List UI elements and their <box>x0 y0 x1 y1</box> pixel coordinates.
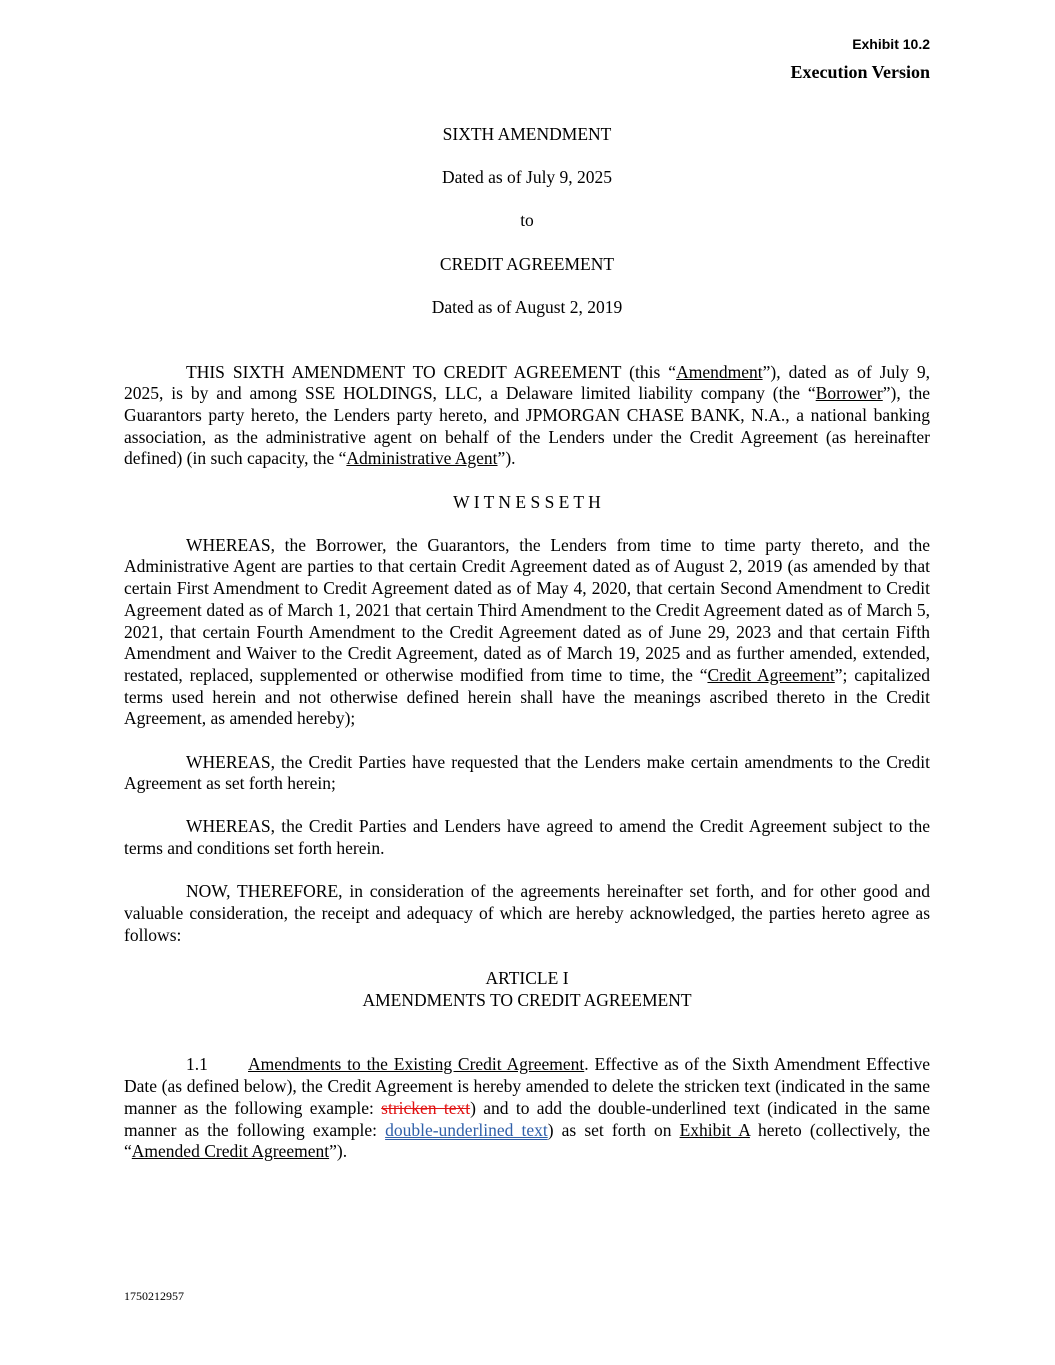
intro-text-3: ”), the Guarantors party hereto, the Lenders party hereto, and JPMORGAN CHASE BANK, N.A., a national banking association, as the administrative agent on behalf of the Lenders under the Credit Agreement (as hereinafter defined) (in such capacity, the “ <box>124 383 931 469</box>
section-number: 1.1 <box>186 1054 208 1075</box>
defined-term-administrative-agent: Administrative Agent <box>346 448 498 469</box>
double-underlined-text-example: double-underlined text <box>385 1119 548 1140</box>
section-text-4: hereto (collectively, the “ <box>124 1119 930 1162</box>
section-1-1-paragraph <box>124 1054 930 1163</box>
whereas-paragraph-1 <box>124 535 930 730</box>
document-body <box>124 124 930 1163</box>
section-text-2: ) and to add the double-underlined text (indicated in the same manner as the following example: <box>124 1097 931 1140</box>
defined-term-borrower: Borrower <box>815 383 883 404</box>
witnesseth-heading: W I T N E S S E T H <box>453 491 601 512</box>
whereas-paragraph-2: WHEREAS, the Credit Parties have requested that the Lenders make certain amendments to the Credit Agreement as set forth herein; <box>124 751 930 794</box>
intro-text-2: ”), dated as of July 9, 2025, is by and among SSE HOLDINGS, LLC, a Delaware limited liability company (the “ <box>124 361 930 404</box>
whereas1-text-1: WHEREAS, the Borrower, the Guarantors, the Lenders from time to time party thereto, and the Administrative Agent are parties to that certain Credit Agreement dated as of August 2, 2019 (as amended by that certain First Amendment to Credit Agreement dated as of May 4, 2020, that certain Second Amendment to Credit Agreement dated as of March 1, 2021 that certain Third Amendment to the Credit Agreement dated as of March 5, 2021, that certain Fourth Amendment to the Credit Agreement dated as of June 29, 2023 and that certain Fifth Amendment and Waiver to the Credit Agreement, dated as of March 19, 2025 and as further amended, extended, restated, replaced, supplemented or otherwise modified from time to time, the “ <box>124 534 930 685</box>
title-amendment-date: Dated as of July 9, 2025 <box>441 167 613 188</box>
article-title: AMENDMENTS TO CREDIT AGREEMENT <box>362 989 692 1010</box>
title-agreement-date: Dated as of August 2, 2019 <box>431 296 623 317</box>
defined-term-credit-agreement: Credit Agreement <box>707 664 835 685</box>
intro-text-1: THIS SIXTH AMENDMENT TO CREDIT AGREEMENT (this “ <box>186 361 677 382</box>
execution-version-label: Execution Version <box>790 62 930 82</box>
title-credit-agreement: CREDIT AGREEMENT <box>439 253 615 274</box>
section-text-5: ”). <box>329 1141 348 1162</box>
title-to: to <box>520 210 534 231</box>
title-sixth-amendment: SIXTH AMENDMENT <box>442 124 612 144</box>
stricken-text-example: stricken text <box>381 1097 471 1118</box>
defined-term-amendment: Amendment <box>676 361 763 382</box>
section-heading: Amendments to the Existing Credit Agreement <box>248 1054 585 1075</box>
now-therefore-paragraph: NOW, THEREFORE, in consideration of the agreements hereinafter set forth, and for other good and valuable consideration, the receipt and adequacy of which are hereby acknowledged, the parties hereto agree as follows: <box>124 881 930 945</box>
exhibit-a-reference: Exhibit A <box>679 1119 750 1140</box>
whereas-paragraph-3: WHEREAS, the Credit Parties and Lenders have agreed to amend the Credit Agreement subject to the terms and conditions set forth herein. <box>124 816 930 859</box>
section-text-1: . Effective as of the Sixth Amendment Effective Date (as defined below), the Credit Agreement is hereby amended to delete the stricken text (indicated in the same manner as the following example: <box>124 1054 930 1118</box>
defined-term-amended-credit-agreement: Amended Credit Agreement <box>131 1141 330 1162</box>
intro-text-4: ”). <box>497 448 516 469</box>
intro-paragraph <box>124 362 930 471</box>
footer-document-id: 1750212957 <box>124 1289 184 1303</box>
article-number: ARTICLE I <box>485 967 569 988</box>
section-text-3: ) as set forth on <box>547 1119 680 1140</box>
whereas1-text-2: ”; capitalized terms used herein and not otherwise defined herein shall have the meanings ascribed thereto in the Credit Agreement, as amended hereby); <box>124 664 930 729</box>
exhibit-label: Exhibit 10.2 <box>852 36 930 52</box>
